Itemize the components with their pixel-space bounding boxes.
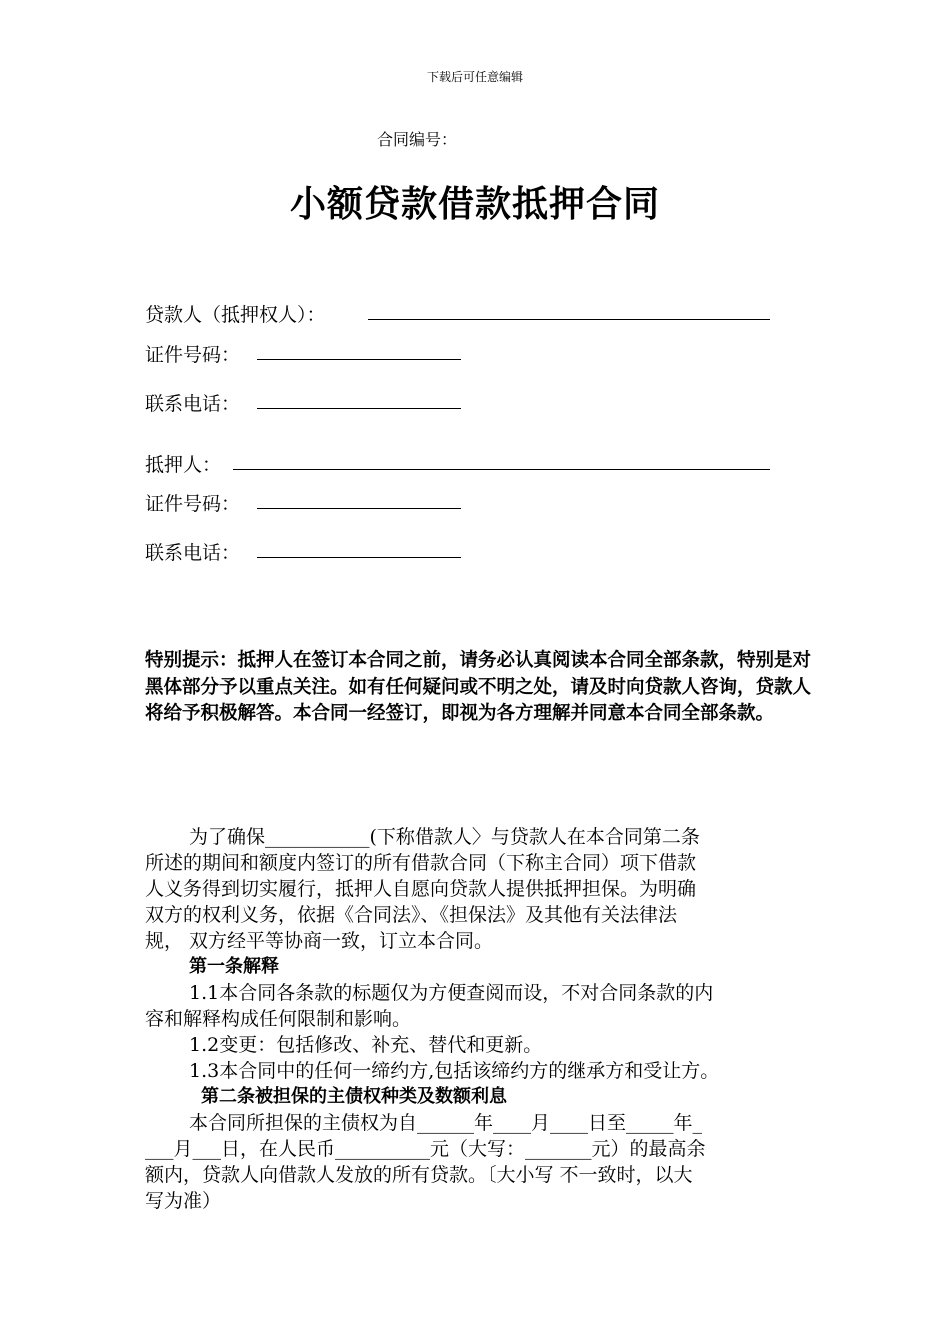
clause-1-1-line: 容和解释构成任何限制和影响。 [145, 1008, 412, 1030]
mortgagor-id-line [257, 508, 461, 509]
mortgagor-phone-line [257, 557, 461, 558]
mortgagor-phone-label: 联系电话： [145, 542, 241, 564]
lender-phone-label: 联系电话： [145, 393, 241, 415]
preamble-line: 人义务得到切实履行，抵押人自愿向贷款人提供抵押担保。为明确 [145, 878, 697, 900]
contract-number-label: 合同编号： [377, 130, 458, 149]
preamble-line: 规， 双方经平等协商一致，订立本合同。 [145, 930, 494, 952]
mortgagor-name-line [233, 469, 770, 470]
preamble-line: 所述的期间和额度内签订的所有借款合同（下称主合同）项下借款 [145, 852, 697, 874]
article-2-line: 本合同所担保的主债权为自______年____月____日至_____年_ [189, 1112, 703, 1134]
lender-name-line [368, 319, 770, 320]
contract-title: 小额贷款借款抵押合同 [289, 184, 660, 225]
lender-id-label: 证件号码： [145, 344, 241, 366]
lender-id-line [257, 359, 461, 360]
article-2-line: 写为准） [145, 1190, 222, 1212]
mortgagor-label: 抵押人： [145, 454, 222, 476]
mortgagor-id-label: 证件号码： [145, 493, 241, 515]
clause-1-2: 1.2变更：包括修改、补充、替代和更新。 [189, 1034, 543, 1056]
article-2-line: 额内，贷款人向借款人发放的所有贷款。〔大小写 不一致时，以大 [145, 1164, 693, 1186]
article-2-title: 第二条被担保的主债权种类及数额利息 [201, 1086, 507, 1107]
lender-phone-line [257, 408, 461, 409]
special-notice: 特别提示：抵押人在签订本合同之前，请务必认真阅读本合同全部条款，特别是对黑体部分予以重点关注。如有任何疑问或不明之处，请及时向贷款人咨询，贷款人将给予积极解答。本合同一经签订，即视为各方理解并同意本合同全部条款。 [145, 650, 812, 724]
article-2-line: ___月___日，在人民币__________元（大写：_______元）的最高余 [145, 1138, 706, 1160]
preamble-line: 为了确保___________(下称借款人〉与贷款人在本合同第二条 [189, 826, 700, 848]
preamble-line: 双方的权利义务，依据《合同法》、《担保法》及其他有关法律法 [145, 904, 678, 926]
page-header-note: 下载后可任意编辑 [426, 70, 523, 84]
clause-1-3: 1.3本合同中的任何一缔约方,包括该缔约方的继承方和受让方。 [189, 1060, 720, 1082]
article-1-title: 第一条解释 [189, 956, 279, 977]
lender-label: 贷款人（抵押权人）： [145, 304, 326, 326]
clause-1-1-line: 1.1本合同各条款的标题仅为方便查阅而设，不对合同条款的内 [189, 982, 714, 1004]
